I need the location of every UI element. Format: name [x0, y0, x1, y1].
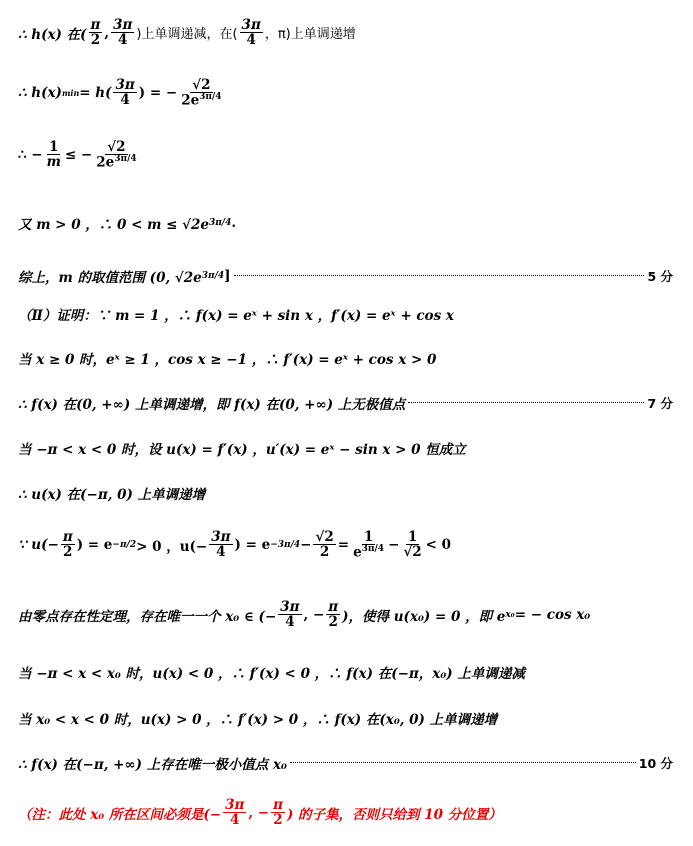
l11-f: =: [337, 536, 350, 553]
frac-3pi-4-d: $\frac{3\pi}{4}$: [211, 529, 231, 561]
l11-a: ∵ u(−: [18, 536, 59, 553]
leader-dots-7: [408, 401, 644, 403]
frac-sqrt2-2e-b: $\frac{√2}{2e^{3\pi/4}}$: [96, 139, 137, 171]
line-4: [18, 213, 673, 233]
l2-close: ) = −: [138, 84, 178, 101]
line-12: [18, 600, 673, 629]
l4-sup: 3π/4: [208, 218, 232, 228]
line-3: [18, 140, 673, 170]
frac-sqrt2-2e: $\frac{√2}{2e^{3\pi/4}}$: [181, 77, 222, 109]
line-14: [18, 708, 673, 728]
l11-h: < 0: [425, 536, 452, 553]
l11-exp1: −π/2: [112, 539, 137, 550]
l1-post: ，π)上单调递增: [264, 27, 356, 43]
l4-tail: .: [231, 215, 237, 231]
frac-3pi-4-f: $\frac{3\pi}{4}$: [225, 797, 245, 829]
l11-d: ) = e: [234, 536, 271, 553]
line-7: [18, 348, 673, 368]
line-13: [18, 662, 673, 682]
frac-3pi-4-c: $\frac{3\pi}{4}$: [115, 77, 135, 109]
l5-close: ]: [224, 268, 231, 284]
l5-text: 综上，m 的取值范围 (0, √2e: [18, 270, 202, 286]
line-16-note: [18, 798, 673, 827]
line-8: [18, 393, 673, 413]
score-10: 10 分: [638, 756, 673, 771]
l8-text: ∴ f(x) 在(0, +∞) 上单调递增，即 f(x) 在(0, +∞) 上无极值点: [18, 397, 406, 413]
line-10: [18, 483, 673, 503]
l11-g: −: [388, 536, 400, 553]
l12-sup: x₀: [505, 609, 515, 620]
frac-pi-2-d: $\frac{\pi}{2}$: [273, 797, 283, 829]
score-7: 7 分: [647, 396, 673, 411]
l1-mid: )上单调递减，在(: [136, 27, 238, 43]
frac-sqrt2-2: $\frac{√2}{2}$: [315, 529, 334, 561]
l12-a: 由零点存在性定理，存在唯一一个 x₀ ∈ (−: [18, 608, 277, 625]
l16-b: , −: [248, 804, 270, 821]
line-1: ∴ h(x) 在( $\frac{\pi}{2}$ , $\frac{3\pi}{4}$ )上单调递减，在( $\frac{3\pi}{4}$ ，π)上单调递增: [18, 17, 356, 49]
line-15: [18, 753, 673, 773]
frac-1-m: $\frac{1}{m}$: [46, 139, 61, 171]
l2-sub: min: [61, 87, 80, 98]
l12-b: , −: [303, 606, 325, 623]
line-9: [18, 438, 673, 458]
l14-text: 当 x₀ < x < 0 时，u(x) > 0 ，∴ f′(x) > 0 ，∴ f(x) 在(x₀, 0) 上单调递增: [18, 712, 498, 728]
frac-3pi-4-b: $\frac{3\pi}{4}$: [241, 17, 261, 49]
frac-3pi-4: $\frac{3\pi}{4}$: [113, 17, 133, 49]
l15-text: ∴ f(x) 在(−π, +∞) 上存在唯一极小值点 x₀: [18, 757, 287, 773]
l16-a: （注：此处 x₀ 所在区间必须是(−: [18, 806, 222, 823]
line-5: [18, 266, 673, 286]
frac-1-sqrt2: $\frac{1}{√2}$: [403, 529, 422, 561]
l3-lhs: ∴ −: [18, 146, 43, 163]
l9-text: 当 −π < x < 0 时，设 u(x) = f′(x) ，u′(x) = eˣ − sin x > 0 恒成立: [18, 442, 466, 458]
l7-text: 当 x ≥ 0 时，eˣ ≥ 1 ，cos x ≥ −1 ，∴ f′(x) = eˣ + cos x > 0: [18, 352, 437, 368]
leader-dots-5: [234, 274, 645, 276]
line-2: [18, 78, 673, 108]
l10-text: ∴ u(x) 在(−π, 0) 上单调递增: [18, 487, 206, 503]
l11-e: −: [300, 536, 312, 553]
line-11: [18, 530, 673, 560]
l12-c: )，使得 u(x₀) = 0 ，即 e: [342, 608, 506, 625]
l1-pre: ∴ h(x) 在(: [18, 26, 87, 43]
line-6: [18, 304, 673, 324]
l3-rel: ≤ −: [64, 146, 93, 163]
frac-pi-2-c: $\frac{\pi}{2}$: [328, 599, 339, 631]
leader-dots-10: [290, 761, 636, 763]
frac-pi-2-b: $\frac{\pi}{2}$: [62, 529, 73, 561]
l11-exp2: −3π/4: [270, 539, 301, 550]
l5-sup: 3π/4: [201, 271, 225, 281]
l4-text: 又 m > 0 ，∴ 0 < m ≤ √2e: [18, 217, 209, 233]
l2-eq: = h(: [79, 84, 112, 101]
l2-lhs: ∴ h(x): [18, 84, 62, 101]
score-5: 5 分: [647, 269, 673, 284]
frac-1-e: $\frac{1}{e^{3\pi/4}}$: [353, 529, 385, 561]
l16-c: ) 的子集，否则只给到 10 分位置）: [286, 806, 502, 823]
l11-c: > 0 ，u(−: [136, 538, 208, 555]
l6-text: （Ⅱ）证明：∵ m = 1 ，∴ f(x) = eˣ + sin x ，f′(x) = eˣ + cos x: [18, 308, 454, 324]
frac-pi-2: $\frac{\pi}{2}$: [90, 17, 101, 49]
l11-b: ) = e: [76, 536, 113, 553]
l13-text: 当 −π < x < x₀ 时，u(x) < 0 ，∴ f′(x) < 0 ，∴ f(x) 在(−π，x₀) 上单调递减: [18, 666, 525, 682]
frac-3pi-4-e: $\frac{3\pi}{4}$: [280, 599, 300, 631]
l12-d: = − cos x₀: [514, 606, 591, 623]
